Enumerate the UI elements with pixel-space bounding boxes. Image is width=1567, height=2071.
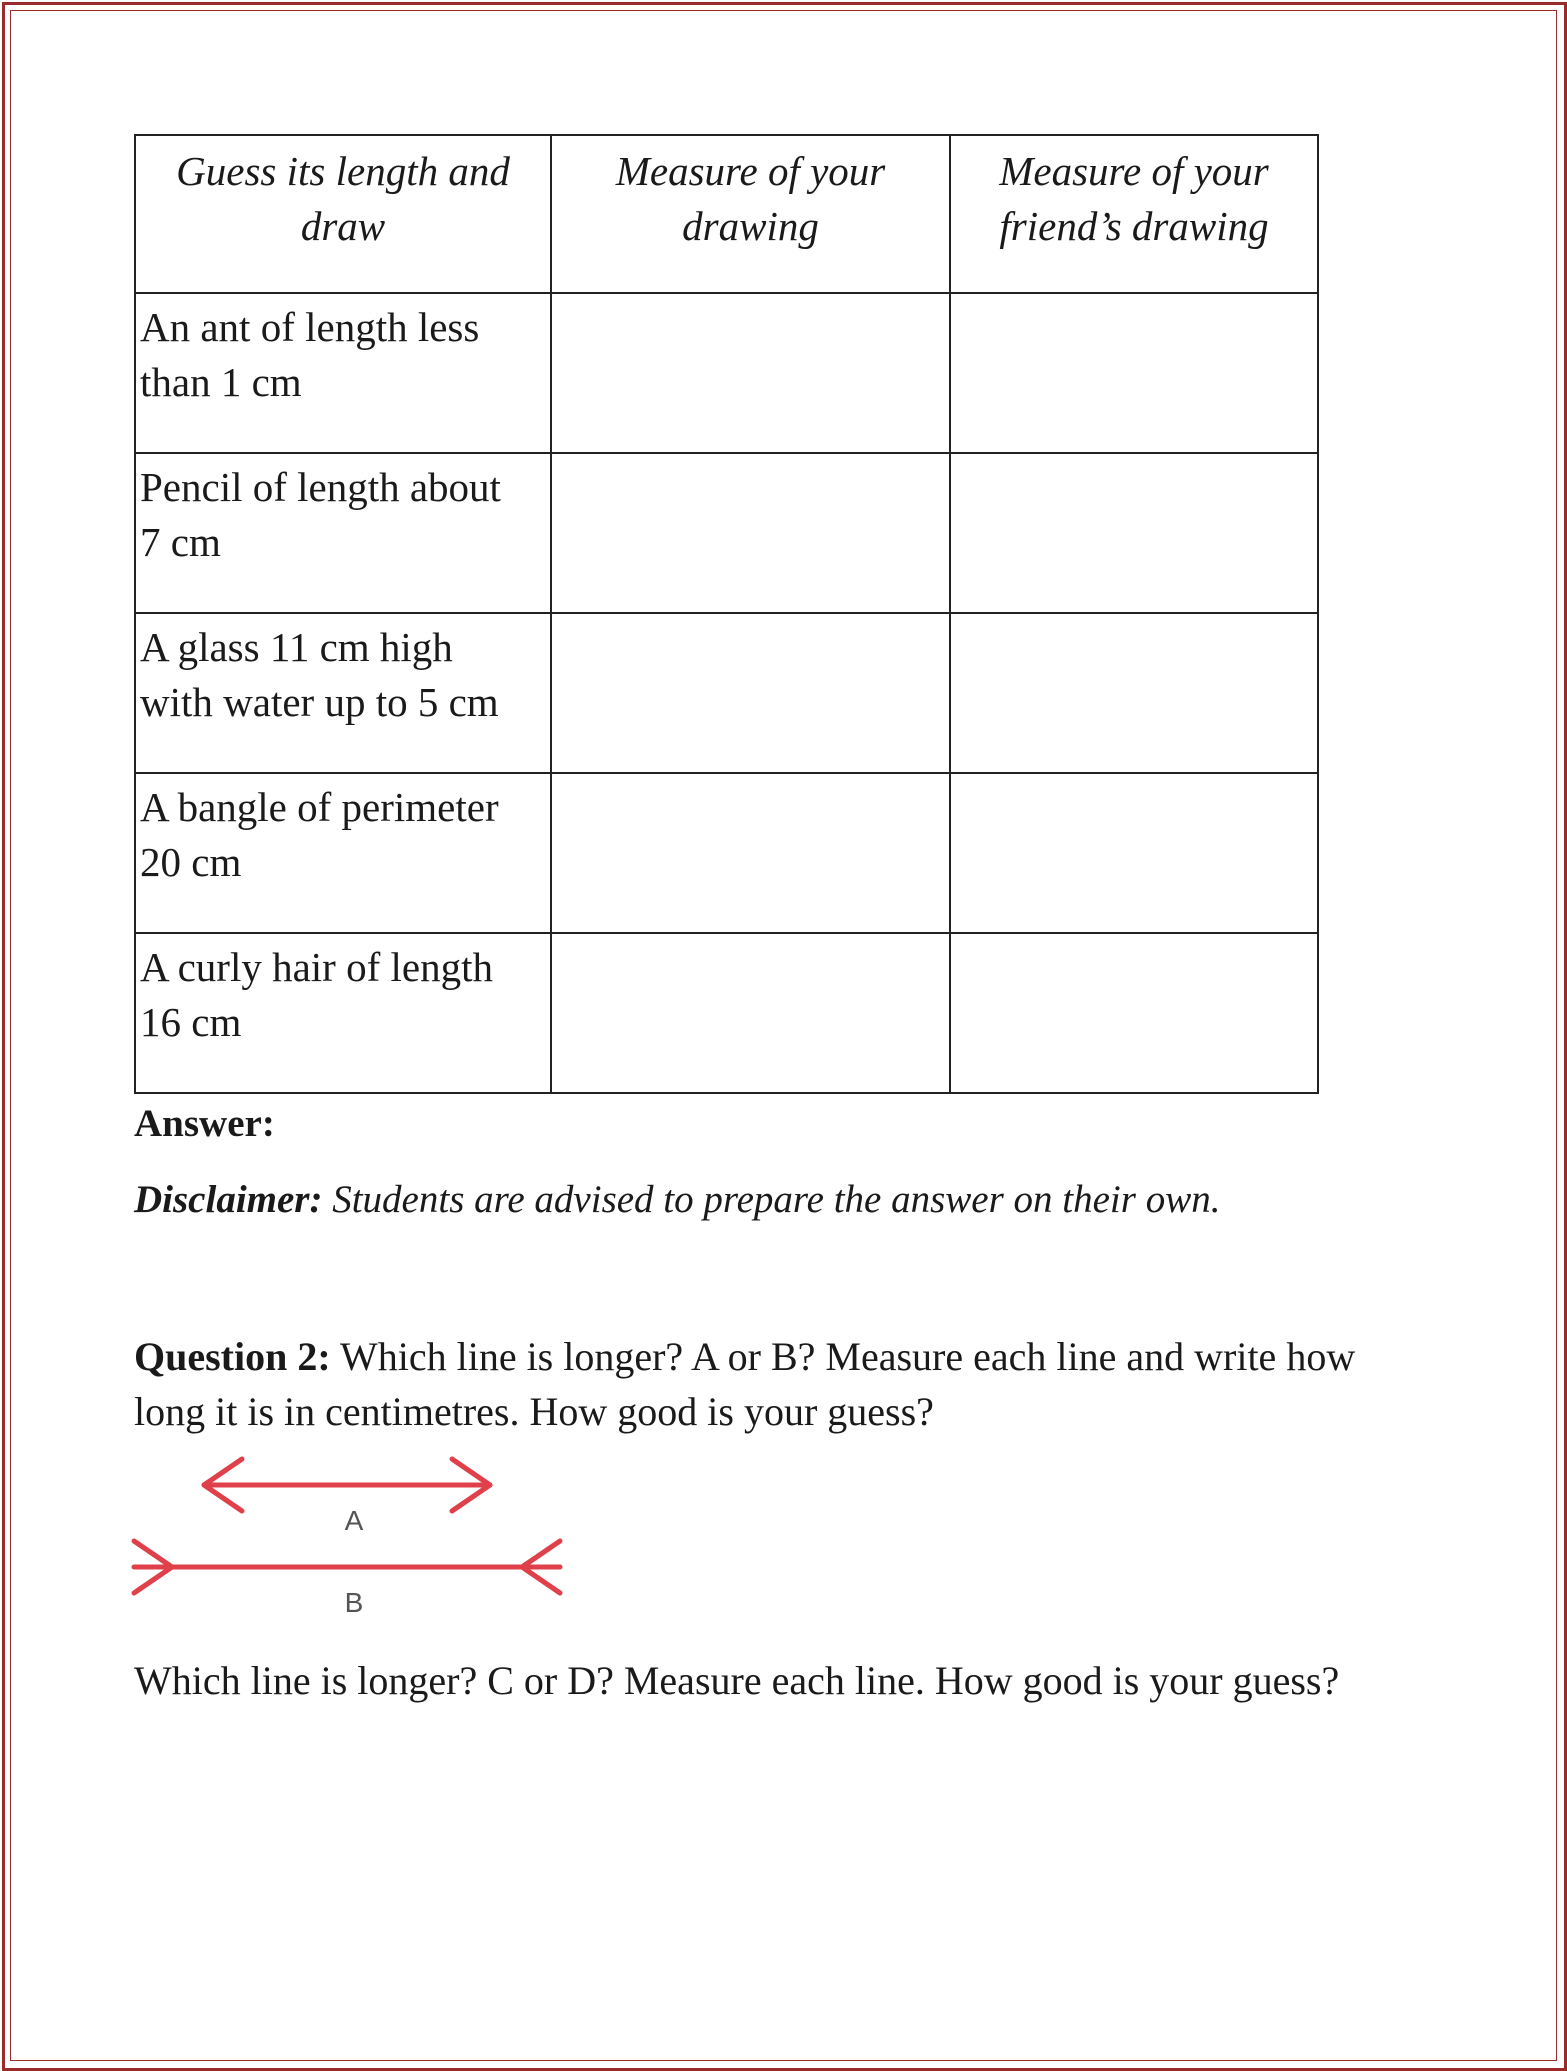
question-2-label: Question 2: <box>134 1334 331 1379</box>
cell-friend-measure[interactable] <box>950 293 1318 453</box>
answer-label: Answer: <box>134 1102 275 1145</box>
row-text-line1: A bangle of perimeter <box>140 784 499 830</box>
disclaimer-text: Students are advised to prepare the answer on their own. <box>322 1178 1221 1221</box>
row-description <box>135 613 551 773</box>
disclaimer <box>134 1175 1220 1225</box>
line-b-label: B <box>344 1587 364 1618</box>
question-2 <box>134 1329 1434 1439</box>
row-text-line1: A curly hair of length <box>140 944 493 990</box>
cell-your-measure[interactable] <box>551 933 950 1093</box>
muller-lyer-figure <box>130 1450 570 1630</box>
row-text-line1: A glass 11 cm high <box>140 624 453 670</box>
table-header-row <box>135 135 1318 293</box>
cell-friend-measure[interactable] <box>950 933 1318 1093</box>
row-text-line2: with water up to 5 cm <box>140 679 499 725</box>
header-your-drawing: Measure of your drawing <box>551 135 950 293</box>
table-row <box>135 613 1318 773</box>
measurement-table <box>134 134 1319 1094</box>
cell-your-measure[interactable] <box>551 453 950 613</box>
table-row <box>135 933 1318 1093</box>
line-a-label: A <box>344 1505 364 1536</box>
row-description <box>135 293 551 453</box>
question-2-part-b: Which line is longer? C or D? Measure each line. How good is your guess? <box>134 1658 1340 1703</box>
question-2-text: Which line is longer? A or B? Measure each line and write how long it is in centimetres. How good is your guess? <box>134 1334 1356 1434</box>
cell-friend-measure[interactable] <box>950 773 1318 933</box>
row-text-line2: 7 cm <box>140 519 221 565</box>
row-description <box>135 933 551 1093</box>
row-text-line1: An ant of length less <box>140 304 480 350</box>
header-guess: Guess its length and draw <box>135 135 551 293</box>
cell-your-measure[interactable] <box>551 293 950 453</box>
row-description <box>135 453 551 613</box>
row-text-line2: 16 cm <box>140 999 242 1045</box>
cell-your-measure[interactable] <box>551 613 950 773</box>
header-friend-drawing: Measure of your friend’s drawing <box>950 135 1318 293</box>
cell-your-measure[interactable] <box>551 773 950 933</box>
row-text-line2: 20 cm <box>140 839 242 885</box>
table-row <box>135 773 1318 933</box>
line-a <box>204 1459 490 1511</box>
row-description <box>135 773 551 933</box>
cell-friend-measure[interactable] <box>950 613 1318 773</box>
cell-friend-measure[interactable] <box>950 453 1318 613</box>
disclaimer-label: Disclaimer: <box>134 1178 323 1221</box>
row-text-line2: than 1 cm <box>140 359 302 405</box>
table-row <box>135 293 1318 453</box>
row-text-line1: Pencil of length about <box>140 464 501 510</box>
table-row <box>135 453 1318 613</box>
line-b <box>134 1541 560 1593</box>
